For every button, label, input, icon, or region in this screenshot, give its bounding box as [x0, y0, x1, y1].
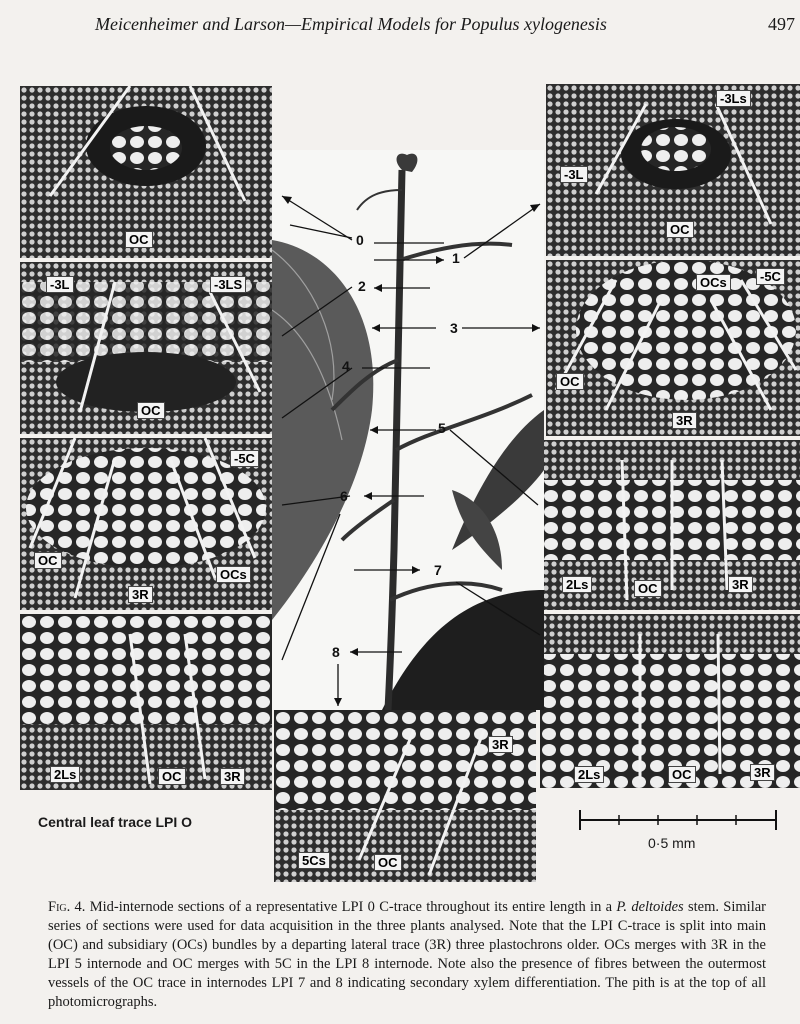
- running-title: Meicenheimer and Larson—Empirical Models for Populus xylogenesis: [95, 14, 607, 34]
- panel-label: 3R: [672, 412, 697, 429]
- micrograph-texture: [20, 614, 272, 790]
- internode-number-7: 7: [434, 562, 442, 578]
- panel-label: -5C: [756, 268, 785, 285]
- micrograph-right-4: [540, 614, 800, 788]
- panel-label: -3L: [560, 166, 588, 183]
- internode-number-2: 2: [358, 278, 366, 294]
- panel-label: -3L: [46, 276, 74, 293]
- panel-label: OC: [125, 231, 153, 248]
- panel-label: OCs: [216, 566, 251, 583]
- running-header: [0, 10, 800, 40]
- panel-label: OC: [556, 373, 584, 390]
- panel-label: OC: [374, 854, 402, 871]
- panel-label: OC: [668, 766, 696, 783]
- micrograph-left-3: [20, 438, 272, 610]
- panel-label: 3R: [750, 764, 775, 781]
- panel-label: OC: [137, 402, 165, 419]
- internode-number-1: 1: [452, 250, 460, 266]
- micrograph-left-2: [20, 262, 272, 434]
- central-leaf-trace-label: Central leaf trace LPI O: [38, 814, 193, 830]
- caption-text-1: Mid-internode sections of a representative LPI 0 C-trace throughout its entire length in a: [85, 899, 617, 915]
- micrograph-bottom: [274, 710, 536, 882]
- panel-label: 2Ls: [50, 766, 80, 783]
- panel-label: 3R: [488, 736, 513, 753]
- micrograph-left-4: [20, 614, 272, 790]
- panel-label: 2Ls: [574, 766, 604, 783]
- plant-stem-photograph: [272, 150, 544, 710]
- panel-label: 5Cs: [298, 852, 330, 869]
- panel-label: OC: [158, 768, 186, 785]
- panel-label: -3LS: [210, 276, 246, 293]
- panel-label: OC: [634, 580, 662, 597]
- panel-label: 3R: [220, 768, 245, 785]
- internode-number-0: 0: [356, 232, 364, 248]
- plant-illustration: [272, 150, 544, 710]
- panel-label: OC: [34, 552, 62, 569]
- panel-label: -3Ls: [716, 90, 751, 107]
- figure-number: Fig. 4.: [48, 899, 86, 915]
- panel-label: 3R: [728, 576, 753, 593]
- caption-text-2: stem. Similar series of sections were used for data acquisition in the three plants analysed. Note that the LPI C-trace is split into main (OC) and subsidiary (OCs) bundles by a departing lateral trace (3R) three plastochrons older. OCs merges with 3R in the LPI 5 internode and OC merges with 5C in the LPI 8 internode. Note also the presence of fibres between the outermost vessels of the OC trace in internodes LPI 7 and 8 indicating secondary xylem differentiation. The pith is at the top of all photomicrographs.: [48, 899, 766, 1010]
- panel-label: -5C: [230, 450, 259, 467]
- internode-number-3: 3: [450, 320, 458, 336]
- micrograph-left-1: [20, 86, 272, 258]
- figure-caption: [48, 898, 766, 1012]
- panel-label: OC: [666, 221, 694, 238]
- micrograph-right-2: [546, 260, 800, 436]
- internode-number-6: 6: [340, 488, 348, 504]
- internode-number-5: 5: [438, 420, 446, 436]
- micrograph-right-3: [542, 440, 800, 610]
- caption-species: P. deltoides: [616, 899, 684, 915]
- internode-number-4: 4: [342, 358, 350, 374]
- micrograph-texture: [546, 260, 800, 436]
- panel-label: OCs: [696, 274, 731, 291]
- scale-bar-label: 0·5 mm: [648, 835, 696, 851]
- panel-label: 3R: [128, 586, 153, 603]
- panel-label: 2Ls: [562, 576, 592, 593]
- micrograph-texture: [540, 614, 800, 788]
- page-number: 497: [768, 14, 795, 34]
- internode-number-8: 8: [332, 644, 340, 660]
- micrograph-right-1: [546, 84, 800, 256]
